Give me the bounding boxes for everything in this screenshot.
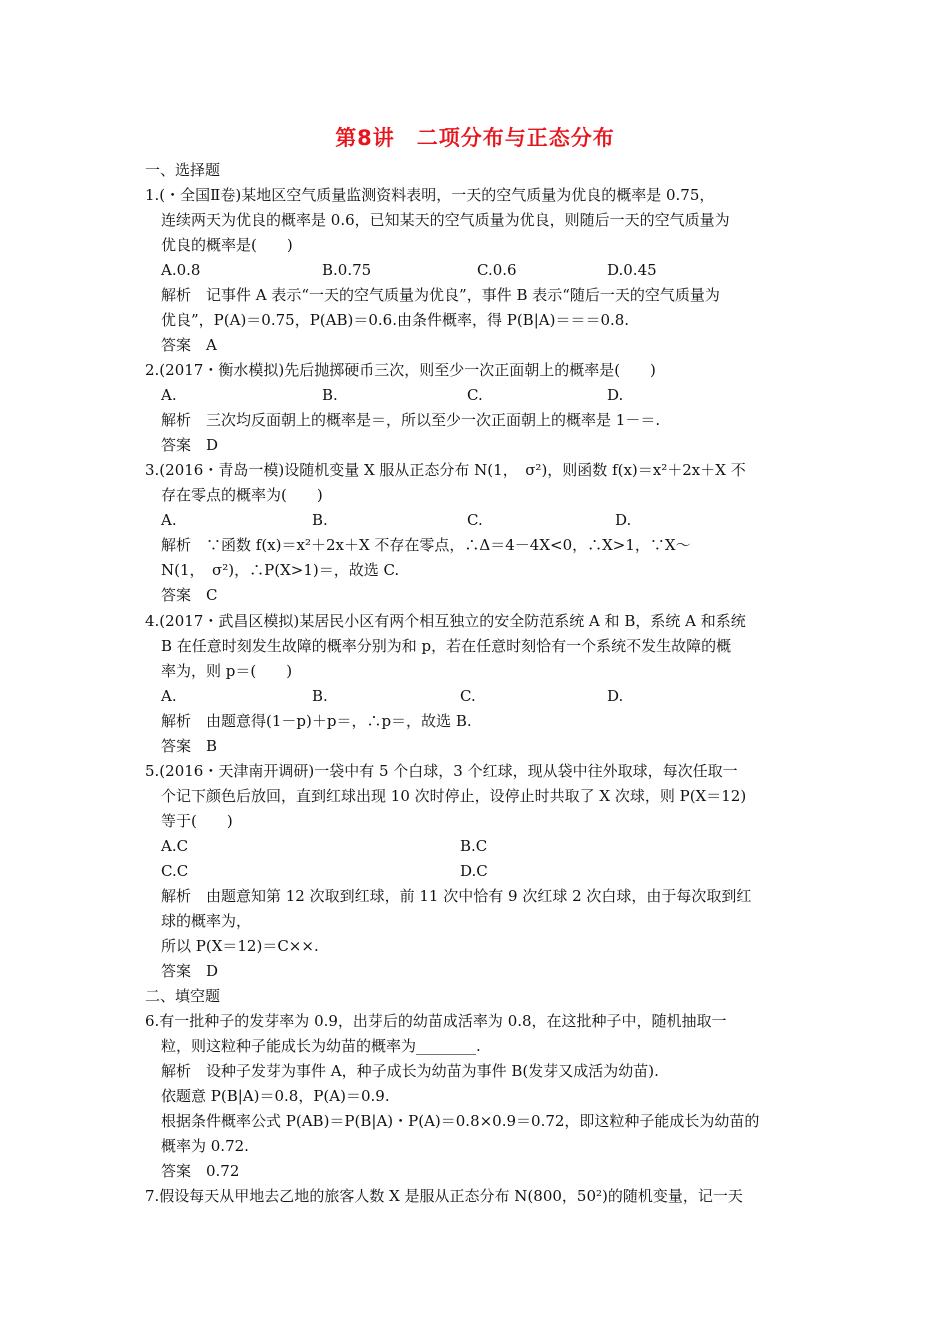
q3-line-2: 存在零点的概率为( ): [161, 486, 323, 504]
q6-line-1: 6.有一批种子的发芽率为 0.9，出芽后的幼苗成活率为 0.8，在这批种子中，随机抽取一: [145, 1012, 727, 1030]
q2-option-d: D.: [607, 386, 624, 404]
q6-solution-1: 解析 设种子发芽为事件 A，种子成长为幼苗为事件 B(发芽又成活为幼苗).: [161, 1062, 659, 1080]
q5-solution-1: 解析 由题意知第 12 次取到红球，前 11 次中恰有 9 次红球 2 次白球，由于每次取到红: [161, 887, 752, 905]
q4-solution-1: 解析 由题意得(1－p)＋p＝，∴p＝，故选 B.: [161, 712, 472, 730]
section-heading-choice: 一、选择题: [145, 161, 221, 179]
q1-line-2: 连续两天为优良的概率是 0.6，已知某天的空气质量为优良，则随后一天的空气质量为: [161, 211, 730, 229]
q6-solution-4: 概率为 0.72.: [161, 1137, 249, 1155]
q3-option-b: B.: [312, 511, 328, 529]
q5-answer: 答案 D: [161, 962, 219, 980]
q3-option-c: C.: [467, 511, 483, 529]
q5-line-3: 等于( ): [161, 812, 233, 830]
q5-solution-2: 球的概率为，: [161, 912, 252, 930]
q3-answer: 答案 C: [161, 586, 218, 604]
q4-option-a: A.: [161, 687, 177, 705]
q6-answer: 答案 0.72: [161, 1162, 240, 1180]
q5-option-a: A.C: [161, 837, 189, 855]
q2-solution-1: 解析 三次均反面朝上的概率是＝，所以至少一次正面朝上的概率是 1－＝.: [161, 411, 661, 429]
q5-line-2: 个记下颜色后放回，直到红球出现 10 次时停止，设停止时共取了 X 次球，则 P(X＝12): [161, 787, 747, 805]
q1-option-b: B.0.75: [322, 261, 372, 279]
q3-option-d: D.: [615, 511, 632, 529]
q2-option-b: B.: [322, 386, 338, 404]
q5-option-d: D.C: [460, 862, 488, 880]
q4-line-1: 4.(2017・武昌区模拟)某居民小区有两个相互独立的安全防范系统 A 和 B，系统 A 和系统: [145, 612, 746, 630]
q4-option-b: B.: [312, 687, 328, 705]
q6-line-2: 粒，则这粒种子能成长为幼苗的概率为________.: [161, 1037, 481, 1055]
q1-line-1: 1.(・全国Ⅱ卷)某地区空气质量监测资料表明，一天的空气质量为优良的概率是 0.75，: [145, 186, 715, 204]
q4-option-c: C.: [460, 687, 476, 705]
q2-option-c: C.: [467, 386, 483, 404]
q3-solution-2: N(1， σ²)，∴P(X>1)＝，故选 C.: [161, 561, 400, 579]
q4-line-2: B 在任意时刻发生故障的概率分别为和 p，若在任意时刻恰有一个系统不发生故障的概: [161, 637, 732, 655]
q6-solution-3: 根据条件概率公式 P(AB)＝P(B|A)・P(A)＝0.8×0.9＝0.72，即这粒种子能成长为幼苗的: [161, 1112, 760, 1130]
section-heading-fill: 二、填空题: [145, 987, 221, 1005]
q5-option-b: B.C: [460, 837, 488, 855]
q1-answer: 答案 A: [161, 336, 217, 354]
q1-option-d: D.0.45: [607, 261, 657, 279]
q5-line-1: 5.(2016・天津南开调研)一袋中有 5 个白球，3 个红球，现从袋中往外取球，每次任取一: [145, 762, 738, 780]
q3-solution-1: 解析 ∵函数 f(x)＝x²＋2x＋X 不存在零点，∴Δ＝4－4X<0，∴X>1，∵X～: [161, 536, 691, 554]
q2-option-a: A.: [161, 386, 177, 404]
q6-solution-2: 依题意 P(B|A)＝0.8，P(A)＝0.9.: [161, 1087, 390, 1105]
q1-line-3: 优良的概率是( ): [161, 236, 293, 254]
q2-line-1: 2.(2017・衡水模拟)先后抛掷硬币三次，则至少一次正面朝上的概率是( ): [145, 361, 656, 379]
q3-option-a: A.: [161, 511, 177, 529]
q7-line-1: 7.假设每天从甲地去乙地的旅客人数 X 是服从正态分布 N(800，50²)的随机变量，记一天: [145, 1187, 743, 1205]
page-title: 第8讲 二项分布与正态分布: [335, 126, 615, 150]
q1-option-a: A.0.8: [161, 261, 201, 279]
q1-option-c: C.0.6: [477, 261, 517, 279]
q3-line-1: 3.(2016・青岛一模)设随机变量 X 服从正态分布 N(1， σ²)，则函数 f(x)＝x²＋2x＋X 不: [145, 461, 746, 479]
q4-line-3: 率为，则 p＝( ): [161, 662, 293, 680]
q4-option-d: D.: [607, 687, 624, 705]
q4-answer: 答案 B: [161, 737, 218, 755]
q1-solution-1: 解析 记事件 A 表示“一天的空气质量为优良”，事件 B 表示“随后一天的空气质量为: [161, 286, 720, 304]
q1-solution-2: 优良”，P(A)＝0.75，P(AB)＝0.6.由条件概率，得 P(B|A)＝＝＝0.8.: [161, 311, 630, 329]
q5-solution-3: 所以 P(X＝12)＝C××.: [161, 937, 319, 955]
q2-answer: 答案 D: [161, 436, 219, 454]
q5-option-c: C.C: [161, 862, 189, 880]
